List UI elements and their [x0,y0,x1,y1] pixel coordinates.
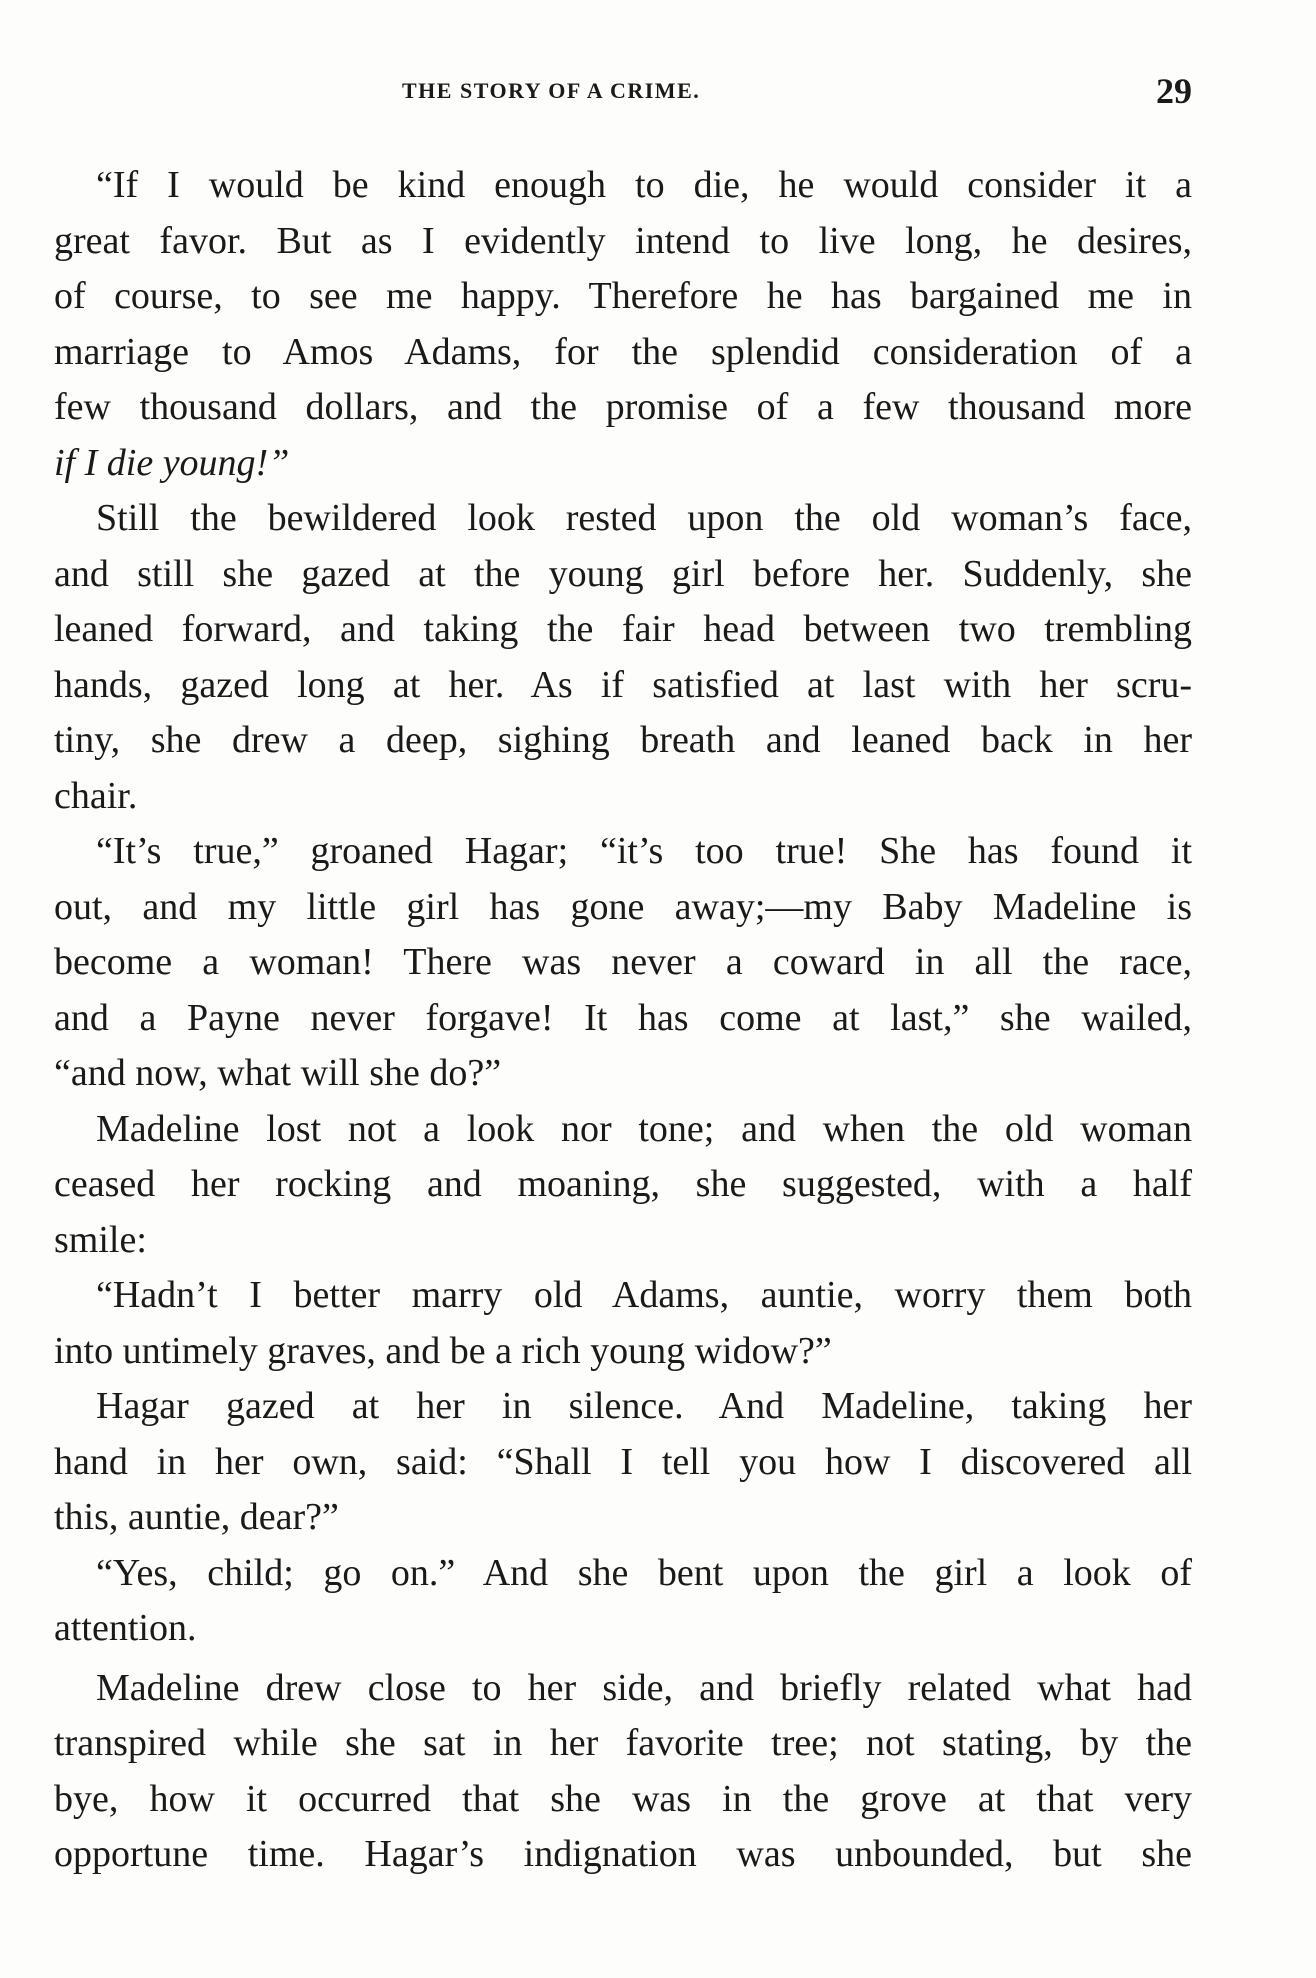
text-line: smile: [54,1218,147,1261]
text-line: “and now, what will she do?” [54,1052,502,1094]
text-line: into untimely graves, and be a rich young widow?” [54,1329,832,1372]
text-line: few thousand dollars, and the promise of a few thousand more [54,386,1192,428]
body-text [54,158,1192,1883]
text-line: tiny, she drew a deep, sighing breath and leaned back in her [54,719,1192,761]
text-line: of course, to see me happy. Therefore he has bargained me in [54,275,1192,317]
text-line: Still the bewildered look rested upon the old woman’s face, [96,497,1192,539]
running-head: THE STORY OF A CRIME. [402,78,701,103]
text-line: “Yes, child; go on.” And she bent upon the girl a look of [96,1551,1192,1594]
text-line: “Hadn’t I better marry old Adams, auntie, worry them both [96,1274,1192,1316]
text-line: “It’s true,” groaned Hagar; “it’s too true! She has found it [96,830,1192,872]
text-line: marriage to Amos Adams, for the splendid consideration of a [54,330,1192,373]
text-line: out, and my little girl has gone away;—my Baby Madeline is [54,885,1192,928]
text-line: chair. [54,774,138,817]
text-line: ceased her rocking and moaning, she suggested, with a half [54,1163,1192,1205]
text-line: hands, gazed long at her. As if satisfied at last with her scru- [54,663,1192,706]
text-line: transpired while she sat in her favorite tree; not stating, by the [54,1722,1192,1764]
text-line: Madeline lost not a look nor tone; and when the old woman [96,1107,1192,1150]
page-number: 29 [1156,71,1192,111]
text-line: bye, how it occurred that she was in the grove at that very [54,1777,1192,1820]
text-line: this, auntie, dear?” [54,1496,339,1538]
text-line: opportune time. Hagar’s indignation was unbounded, but she [54,1833,1192,1875]
text-line: if I die young!” [54,441,290,484]
page-header [54,70,1192,120]
text-line: hand in her own, said: “Shall I tell you how I discovered all [54,1440,1192,1483]
text-line: and still she gazed at the young girl before her. Suddenly, she [54,552,1192,595]
text-line: become a woman! There was never a coward in all the race, [54,941,1192,983]
text-line: and a Payne never forgave! It has come at last,” she wailed, [54,996,1192,1039]
text-line: great favor. But as I evidently intend to live long, he desires, [54,219,1192,262]
text-line: Hagar gazed at her in silence. And Madeline, taking her [96,1385,1192,1427]
text-line: “If I would be kind enough to die, he would consider it a [96,164,1192,206]
text-line: attention. [54,1607,197,1649]
text-line: Madeline drew close to her side, and briefly related what had [96,1666,1192,1709]
text-line: leaned forward, and taking the fair head between two trembling [54,608,1192,650]
